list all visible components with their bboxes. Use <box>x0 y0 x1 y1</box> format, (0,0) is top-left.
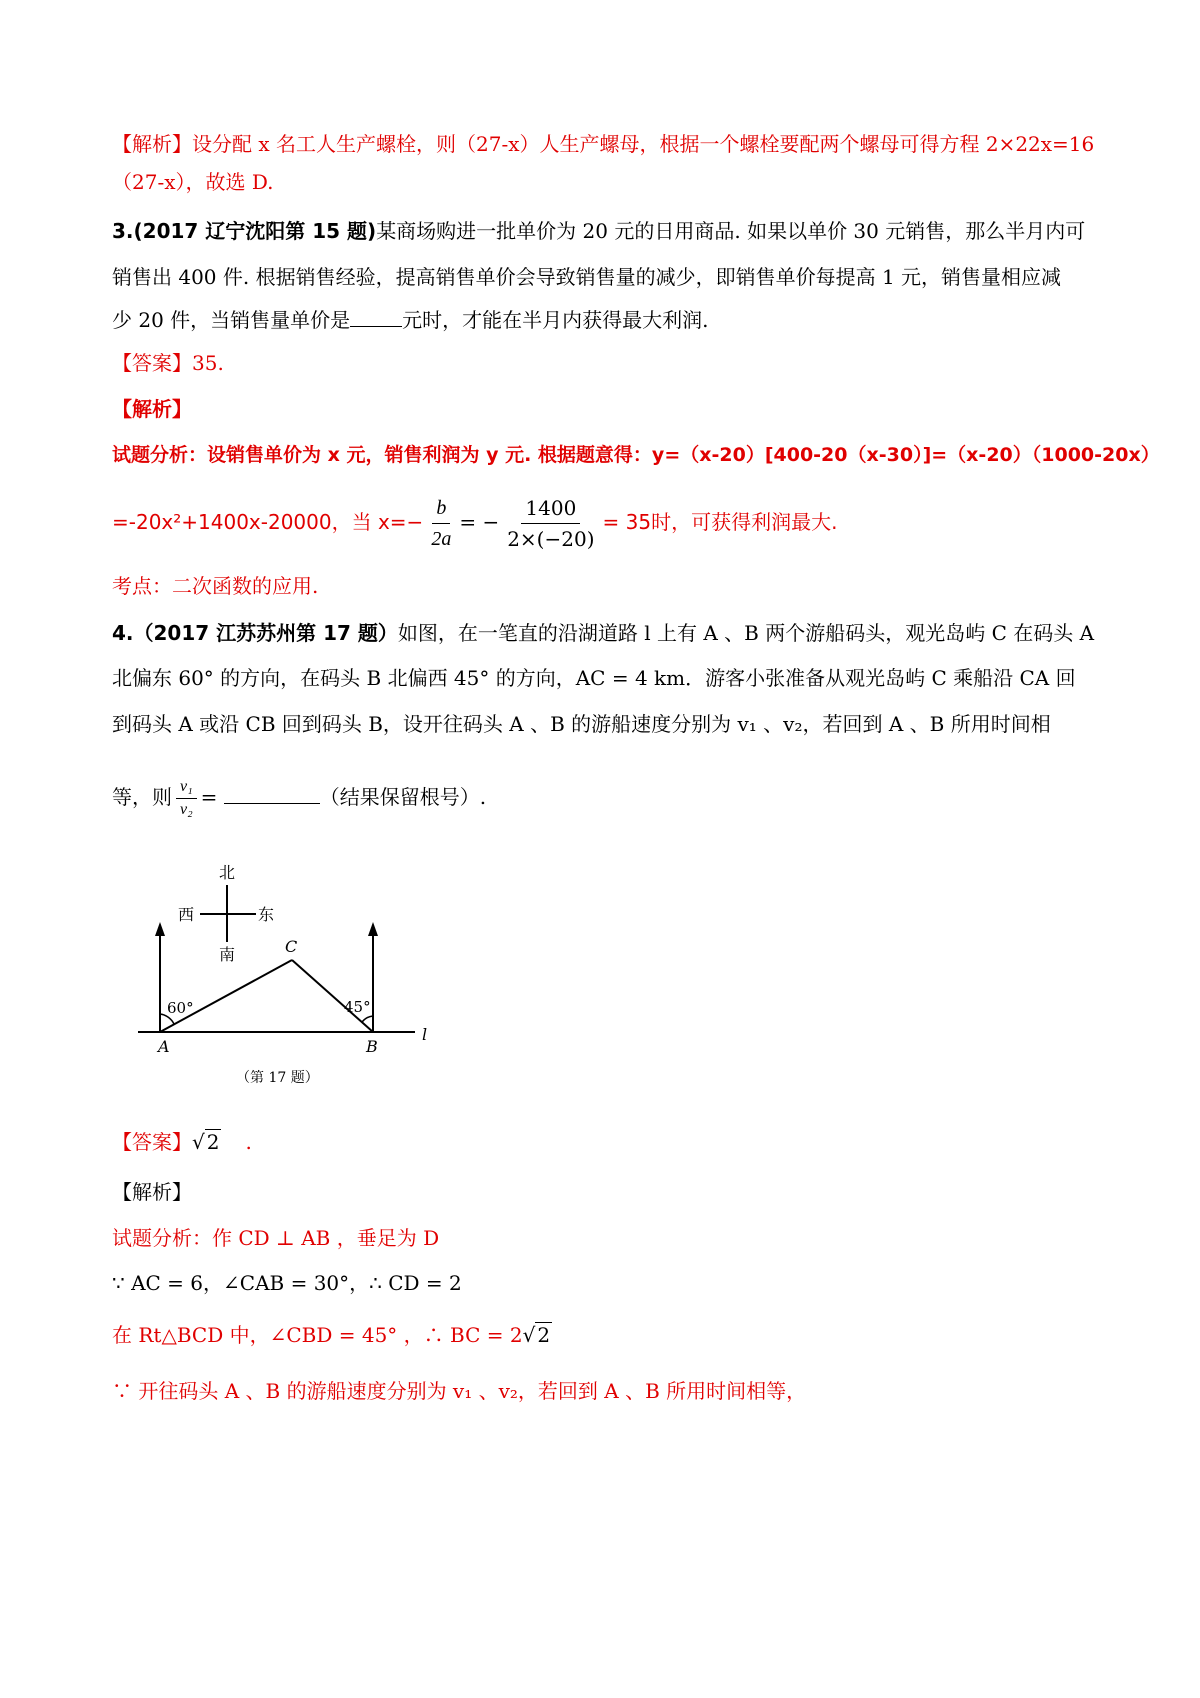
q4-answer-line <box>112 1127 252 1157</box>
q3-analysis2 <box>112 492 837 554</box>
q3-answer-blank <box>350 308 402 327</box>
side-cb <box>292 960 373 1032</box>
q4-line4 <box>112 772 486 822</box>
q2-explain-text1: 设分配 x 名工人生产螺栓，则（27-x）人生产螺母，根据一个螺栓要配两个螺母可得方程 2×22x=16 <box>192 132 1095 156</box>
q4-answer-radicand: 2 <box>206 1130 220 1154</box>
q4-text4-pre: 等，则 <box>112 785 172 809</box>
q2-explain-line1 <box>112 129 1094 159</box>
q3-line2: 销售出 400 件. 根据销售经验，提高销售单价会导致销售量的减少，即销售单价每提高 1 元，销售量相应减 <box>112 265 1062 289</box>
arrow-a-head <box>155 922 165 936</box>
compass-east: 东 <box>258 905 275 924</box>
q3-answer-value: 35. <box>192 351 224 375</box>
q4-sol3 <box>112 1320 552 1350</box>
q2-explain-tag: 【解析】 <box>112 132 192 156</box>
q4-sol3-radicand: 2 <box>537 1323 551 1347</box>
q3-frac1-num: b <box>432 493 450 524</box>
q4-sol2: ∵ AC = 6，∠CAB = 30°，∴ CD = 2 <box>112 1271 462 1295</box>
q3-frac1-den: 2a <box>431 528 452 550</box>
q3-analysis1: 试题分析：设销售单价为 x 元，销售利润为 y 元. 根据题意得：y=（x-20）[400-20（x-30）]=（x-20）（1000-20x） <box>112 444 1160 466</box>
side-ac <box>160 960 292 1032</box>
figure-caption: （第 17 题） <box>236 1070 319 1086</box>
q4-answer-tag: 【答案】 <box>112 1130 192 1154</box>
label-b: B <box>366 1037 378 1056</box>
q4-sol1: 试题分析：作 CD ⊥ AB ，垂足为 D <box>112 1226 440 1250</box>
q4-explain-tag: 【解析】 <box>112 1180 192 1204</box>
arrow-b-head <box>368 922 378 936</box>
q4-text4-post: （结果保留根号）. <box>319 785 487 809</box>
q4-answer-suffix: . <box>245 1130 252 1154</box>
q4-sol3-pre: 在 Rt△BCD 中，∠CBD = 45° ，∴ BC = 2 <box>112 1323 523 1347</box>
q3-frac2-num: 1400 <box>521 493 580 524</box>
q4-frac-den: v₂ <box>180 801 193 818</box>
q4-line1 <box>112 618 1094 648</box>
label-c: C <box>285 937 298 956</box>
q4-answer-sqrt: √ 2 <box>192 1130 220 1154</box>
q3-frac-1400 <box>503 493 598 554</box>
angle-a-label: 60° <box>167 999 194 1017</box>
q3-text1: 某商场购进一批单价为 20 元的日用商品. 如果以单价 30 元销售，那么半月内可 <box>376 219 1086 243</box>
q3-line1 <box>112 216 1085 246</box>
q3-answer-line <box>112 348 224 378</box>
label-l: l <box>422 1025 428 1044</box>
q3-analysis2-pre: =-20x²+1400x-20000，当 x=− <box>112 510 424 534</box>
q2-explain-line2: （27-x），故选 D. <box>112 170 274 194</box>
q3-answer-tag: 【答案】 <box>112 351 192 375</box>
compass-west: 西 <box>178 905 195 924</box>
q4-eq: = <box>200 785 218 809</box>
q4-figure <box>130 850 470 1100</box>
q4-source: （2017 江苏苏州第 17 题） <box>133 621 398 645</box>
q4-frac-num: v₁ <box>176 776 197 799</box>
q3-number: 3. <box>112 219 134 243</box>
q4-answer-blank <box>224 785 320 804</box>
q3-explain-tag: 【解析】 <box>112 397 192 421</box>
angle-arc-b <box>362 1016 373 1022</box>
q4-sol4: ∵ 开往码头 A 、B 的游船速度分别为 v₁ 、v₂，若回到 A 、B 所用时间相等， <box>112 1379 807 1403</box>
q4-sol3-sqrt: √ 2 <box>522 1323 551 1347</box>
q3-kaodian: 考点：二次函数的应用. <box>112 574 319 598</box>
q4-line2: 北偏东 60° 的方向，在码头 B 北偏西 45° 的方向，AC = 4 km．游客小张准备从观光岛屿 C 乘船沿 CA 回 <box>112 666 1076 690</box>
q3-text3-pre: 少 20 件，当销售量单价是 <box>112 308 351 332</box>
q3-frac-b-over-2a <box>427 493 455 554</box>
q3-source: (2017 辽宁沈阳第 15 题) <box>133 219 377 243</box>
compass-north: 北 <box>219 863 236 882</box>
angle-b-label: 45° <box>344 998 371 1016</box>
q4-line3: 到码头 A 或沿 CB 回到码头 B，设开往码头 A 、B 的游船速度分别为 v₁ 、v₂，若回到 A 、B 所用时间相 <box>112 712 1051 736</box>
q3-analysis2-post: = 35时，可获得利润最大. <box>602 510 838 534</box>
q3-line3 <box>112 305 709 335</box>
q4-text1: 如图，在一笔直的沿湖道路 l 上有 A 、B 两个游船码头，观光岛屿 C 在码头 A <box>397 621 1095 645</box>
label-a: A <box>158 1037 170 1056</box>
q3-frac2-den: 2×(−20) <box>507 527 595 551</box>
q4-frac-v1-v2 <box>176 776 197 821</box>
q4-number: 4. <box>112 621 134 645</box>
compass-south: 南 <box>219 945 236 964</box>
q3-mid-eq: = − <box>459 510 500 534</box>
q3-text3-post: 元时，才能在半月内获得最大利润. <box>402 308 709 332</box>
